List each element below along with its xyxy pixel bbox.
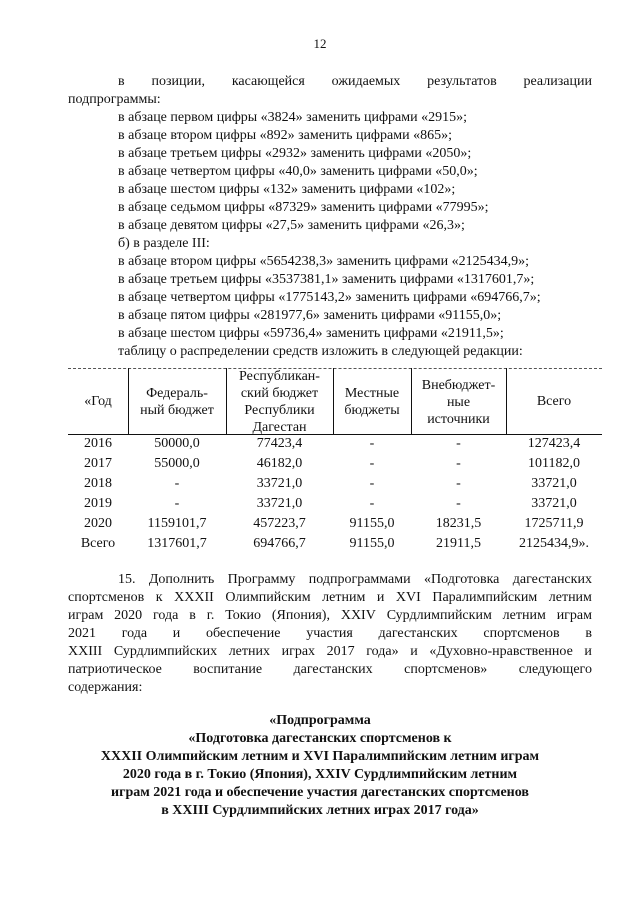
- word: и: [172, 626, 181, 641]
- paragraph-line: [68, 625, 592, 643]
- title-line: «Подготовка дагестанских спортсменов к: [188, 731, 452, 746]
- word: «Подготовка: [424, 572, 500, 587]
- word: Паралимпийским: [432, 590, 538, 605]
- word: 2017: [326, 644, 355, 659]
- list-item: в абзаце шестом цифры «132» заменить цифрами «102»;: [118, 182, 456, 197]
- word: дагестанских: [512, 572, 592, 587]
- header-total: Всего: [536, 394, 572, 409]
- word: Токио: [225, 608, 262, 623]
- cell-republic: 457223,7: [253, 516, 306, 531]
- word: 15.: [118, 572, 136, 587]
- word: спортсменов: [483, 626, 560, 641]
- header-line: источники: [427, 412, 490, 427]
- paragraph-line: [68, 661, 592, 679]
- word: летним: [502, 608, 546, 623]
- cell-republic: 77423,4: [256, 436, 303, 451]
- word: Сурдлимпийским: [386, 608, 492, 623]
- paragraph-last-line: содержания:: [68, 680, 143, 695]
- word: г.: [206, 608, 215, 623]
- word: Дополнить: [148, 572, 215, 587]
- word: к: [155, 590, 163, 605]
- intro-continuation: подпрограммы:: [68, 92, 161, 107]
- word: патриотическое: [68, 662, 162, 677]
- title-line: XXXII Олимпийским летним и XVI Паралимпийским летним играм: [100, 749, 540, 764]
- word: Программу: [227, 572, 296, 587]
- word: спортсменов: [68, 590, 145, 605]
- header-line: Республики: [244, 403, 315, 418]
- cell-total: 1725711,9: [524, 516, 584, 531]
- cell-local: -: [369, 436, 375, 451]
- word: в: [189, 608, 196, 623]
- header-republic: [226, 368, 333, 436]
- cell-federal: -: [174, 476, 180, 491]
- title-line: «Подпрограмма: [269, 713, 371, 728]
- cell-local: 91155,0: [349, 536, 395, 551]
- cell-year: 2017: [84, 456, 112, 471]
- header-line: ные: [446, 395, 471, 410]
- cell-offbudget: -: [456, 476, 461, 491]
- header-local: [333, 385, 411, 419]
- header-line: Местные: [344, 386, 400, 401]
- cell-offbudget: -: [456, 496, 461, 511]
- cell-year: Всего: [80, 536, 116, 551]
- list-item: в абзаце первом цифры «3824» заменить цифрами «2915»;: [118, 110, 467, 125]
- title-line: 2020 года в г. Токио (Япония), XXIV Сурдлимпийским летним: [122, 767, 518, 782]
- title-line: играм 2021 года и обеспечение участия дагестанских спортсменов: [111, 785, 529, 800]
- word: и: [584, 644, 592, 659]
- word: играм: [556, 608, 592, 623]
- word: дагестанских: [293, 662, 373, 677]
- word: 2020: [114, 608, 143, 623]
- word: XXIV: [340, 608, 376, 623]
- word: «Духовно-нравственное: [429, 644, 573, 659]
- cell-republic: 694766,7: [253, 536, 306, 551]
- cell-total: 127423,4: [527, 436, 581, 451]
- header-year: «Год: [84, 394, 112, 409]
- list-item: в абзаце третьем цифры «3537381,1» заменить цифрами «1317601,7»;: [118, 272, 535, 287]
- intro-word: позиции,: [151, 74, 205, 89]
- paragraph-line: [68, 589, 592, 607]
- word: играх: [281, 644, 316, 659]
- cell-federal: 1159101,7: [147, 516, 207, 531]
- cell-local: -: [369, 456, 375, 471]
- word: участия: [306, 626, 353, 641]
- word: и: [410, 644, 418, 659]
- word: Сурдлимпийских: [113, 644, 218, 659]
- header-line: ный бюджет: [140, 403, 214, 418]
- cell-federal: 55000,0: [154, 456, 200, 471]
- list-item: в абзаце девятом цифры «27,5» заменить цифрами «26,3»;: [118, 218, 465, 233]
- cell-total: 101182,0: [528, 456, 580, 471]
- header-line: Республикан-: [239, 369, 320, 384]
- paragraph-line: [68, 643, 592, 661]
- word: подпрограммами: [308, 572, 411, 587]
- word: летним: [322, 590, 366, 605]
- header-line: бюджеты: [344, 403, 400, 418]
- cell-federal: -: [174, 496, 180, 511]
- cell-year: 2020: [84, 516, 112, 531]
- word: дагестанских: [378, 626, 458, 641]
- cell-total: 33721,0: [531, 476, 577, 491]
- word: года: [153, 608, 179, 623]
- cell-republic: 46182,0: [256, 456, 303, 471]
- cell-total: 33721,0: [531, 496, 577, 511]
- list-item: в абзаце четвертом цифры «40,0» заменить цифрами «50,0»;: [118, 164, 478, 179]
- header-line: ский бюджет: [240, 386, 319, 401]
- list-item: в абзаце седьмом цифры «87329» заменить цифрами «77995»;: [118, 200, 489, 215]
- cell-offbudget: -: [456, 436, 461, 451]
- word: в: [585, 626, 592, 641]
- title-line: в XXIII Сурдлимпийских летних играх 2017 года»: [161, 803, 479, 818]
- intro-word: касающейся: [231, 74, 305, 89]
- list-item: в абзаце втором цифры «5654238,3» заменить цифрами «2125434,9»;: [118, 254, 529, 269]
- header-federal: [128, 385, 226, 419]
- paragraph-line: [68, 607, 592, 625]
- cell-federal: 1317601,7: [147, 536, 207, 551]
- header-line: Внебюджет-: [421, 378, 496, 393]
- word: обеспечение: [205, 626, 281, 641]
- cell-year: 2016: [84, 436, 112, 451]
- table-top-rule: [68, 368, 602, 369]
- list-item: в абзаце шестом цифры «59736,4» заменить цифрами «21911,5»;: [118, 326, 504, 341]
- cell-republic: 33721,0: [256, 476, 303, 491]
- cell-year: 2019: [84, 496, 112, 511]
- word: года: [121, 626, 148, 641]
- word: XXIII: [68, 644, 103, 659]
- cell-republic: 33721,0: [256, 496, 303, 511]
- intro-word: результатов: [427, 74, 497, 89]
- cell-total: 2125434,9».: [519, 536, 589, 551]
- intro-line: [118, 73, 592, 91]
- page-number: 12: [313, 36, 327, 51]
- word: играм: [68, 608, 104, 623]
- word: спортсменов»: [404, 662, 488, 677]
- intro-word: в: [118, 74, 125, 89]
- cell-year: 2018: [84, 476, 112, 491]
- list-item: в абзаце третьем цифры «2932» заменить цифрами «2050»;: [118, 146, 472, 161]
- cell-local: -: [369, 496, 375, 511]
- cell-offbudget: 21911,5: [436, 536, 481, 551]
- word: и: [376, 590, 385, 605]
- cell-local: 91155,0: [349, 516, 395, 531]
- word: летних: [228, 644, 270, 659]
- word: воспитание: [193, 662, 263, 677]
- word: летним: [548, 590, 592, 605]
- paragraph-line: [118, 571, 592, 589]
- intro-word: ожидаемых: [331, 74, 401, 89]
- list-item: в абзаце пятом цифры «281977,6» заменить цифрами «91155,0»;: [118, 308, 502, 323]
- word: XVI: [395, 590, 421, 605]
- word: Олимпийским: [225, 590, 311, 605]
- list-item: таблицу о распределении средств изложить в следующей редакции:: [118, 344, 523, 359]
- header-line: Федераль-: [146, 386, 208, 401]
- header-offbudget: [411, 377, 506, 428]
- cell-local: -: [369, 476, 375, 491]
- header-line: Дагестан: [252, 420, 307, 435]
- intro-word: реализации: [523, 74, 592, 89]
- cell-federal: 50000,0: [154, 436, 200, 451]
- cell-offbudget: 18231,5: [435, 516, 482, 531]
- cell-offbudget: -: [456, 456, 461, 471]
- word: года»: [366, 644, 399, 659]
- word: следующего: [518, 662, 592, 677]
- word: XXXII: [174, 590, 214, 605]
- list-item: б) в разделе III:: [118, 236, 210, 251]
- word: 2021: [68, 626, 96, 641]
- list-item: в абзаце четвертом цифры «1775143,2» заменить цифрами «694766,7»;: [118, 290, 541, 305]
- list-item: в абзаце втором цифры «892» заменить цифрами «865»;: [118, 128, 452, 143]
- word: (Япония),: [271, 608, 330, 623]
